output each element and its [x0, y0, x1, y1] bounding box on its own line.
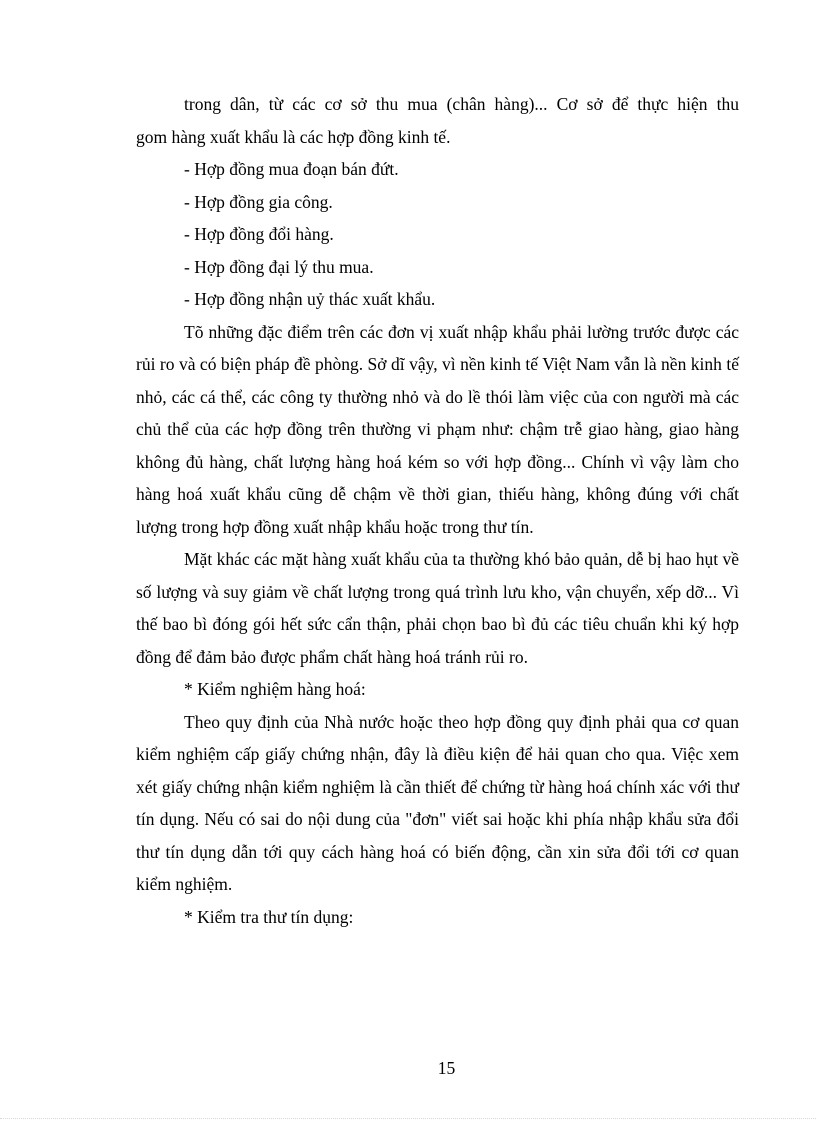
- paragraph-continuation-line-2: gom hàng xuất khẩu là các hợp đồng kinh tế.: [136, 126, 451, 147]
- paragraph: Tõ những đặc điểm trên các đơn vị xuất nhập khẩu phải lường trước được các rủi ro và có biện pháp đề phòng. Sở dĩ vậy, vì nền kinh tế Việt Nam vẫn là nền kinh tế nhỏ, các cá thể, các công ty thường nhỏ và do lề thói làm việc của con người mà các chủ thể của các hợp đồng trên thường vi phạm như: chậm trễ giao hàng, giao hàng không đủ hàng, chất lượng hàng hoá kém so với hợp đồng... Chính vì vậy làm cho hàng hoá xuất khẩu cũng dễ chậm về thời gian, thiếu hàng, không đúng với chất lượng trong hợp đồng xuất nhập khẩu hoặc trong thư tín.: [136, 321, 739, 537]
- document-body: [136, 88, 739, 933]
- list-item: - Hợp đồng đổi hàng.: [184, 224, 334, 244]
- paragraph: Mặt khác các mặt hàng xuất khẩu của ta thường khó bảo quản, dễ bị hao hụt về số lượng và suy giảm về chất lượng trong quá trình lưu kho, vận chuyển, xếp dỡ... Vì thế bao bì đóng gói hết sức cẩn thận, phải chọn bao bì đủ các tiêu chuẩn khi ký hợp đồng để đảm bảo được phẩm chất hàng hoá tránh rủi ro.: [136, 549, 739, 667]
- section-heading: * Kiểm tra thư tín dụng:: [184, 906, 354, 927]
- list-item: - Hợp đồng nhận uỷ thác xuất khẩu.: [184, 289, 436, 309]
- paragraph: Theo quy định của Nhà nước hoặc theo hợp đồng quy định phải qua cơ quan kiểm nghiệm cấp giấy chứng nhận, đây là điều kiện để hải quan cho qua. Việc xem xét giấy chứng nhận kiểm nghiệm là cần thiết để chứng từ hàng hoá chính xác với thư tín dụng. Nếu có sai do nội dung của "đơn" viết sai hoặc khi phía nhập khẩu sửa đổi thư tín dụng dẫn tới quy cách hàng hoá có biến động, cần xin sửa đổi tới cơ quan kiểm nghiệm.: [136, 711, 739, 894]
- section-heading: * Kiểm nghiệm hàng hoá:: [184, 679, 366, 699]
- page-bottom-divider: [0, 1118, 816, 1119]
- list-item: - Hợp đồng đại lý thu mua.: [184, 256, 374, 277]
- paragraph-continuation-line-1: trong dân, từ các cơ sở thu mua (chân hàng)... Cơ sở để thực hiện thu: [184, 94, 739, 114]
- list-item: - Hợp đồng gia công.: [184, 191, 333, 212]
- page-number: 15: [437, 1058, 456, 1078]
- list-item: - Hợp đồng mua đoạn bán đứt.: [184, 159, 399, 179]
